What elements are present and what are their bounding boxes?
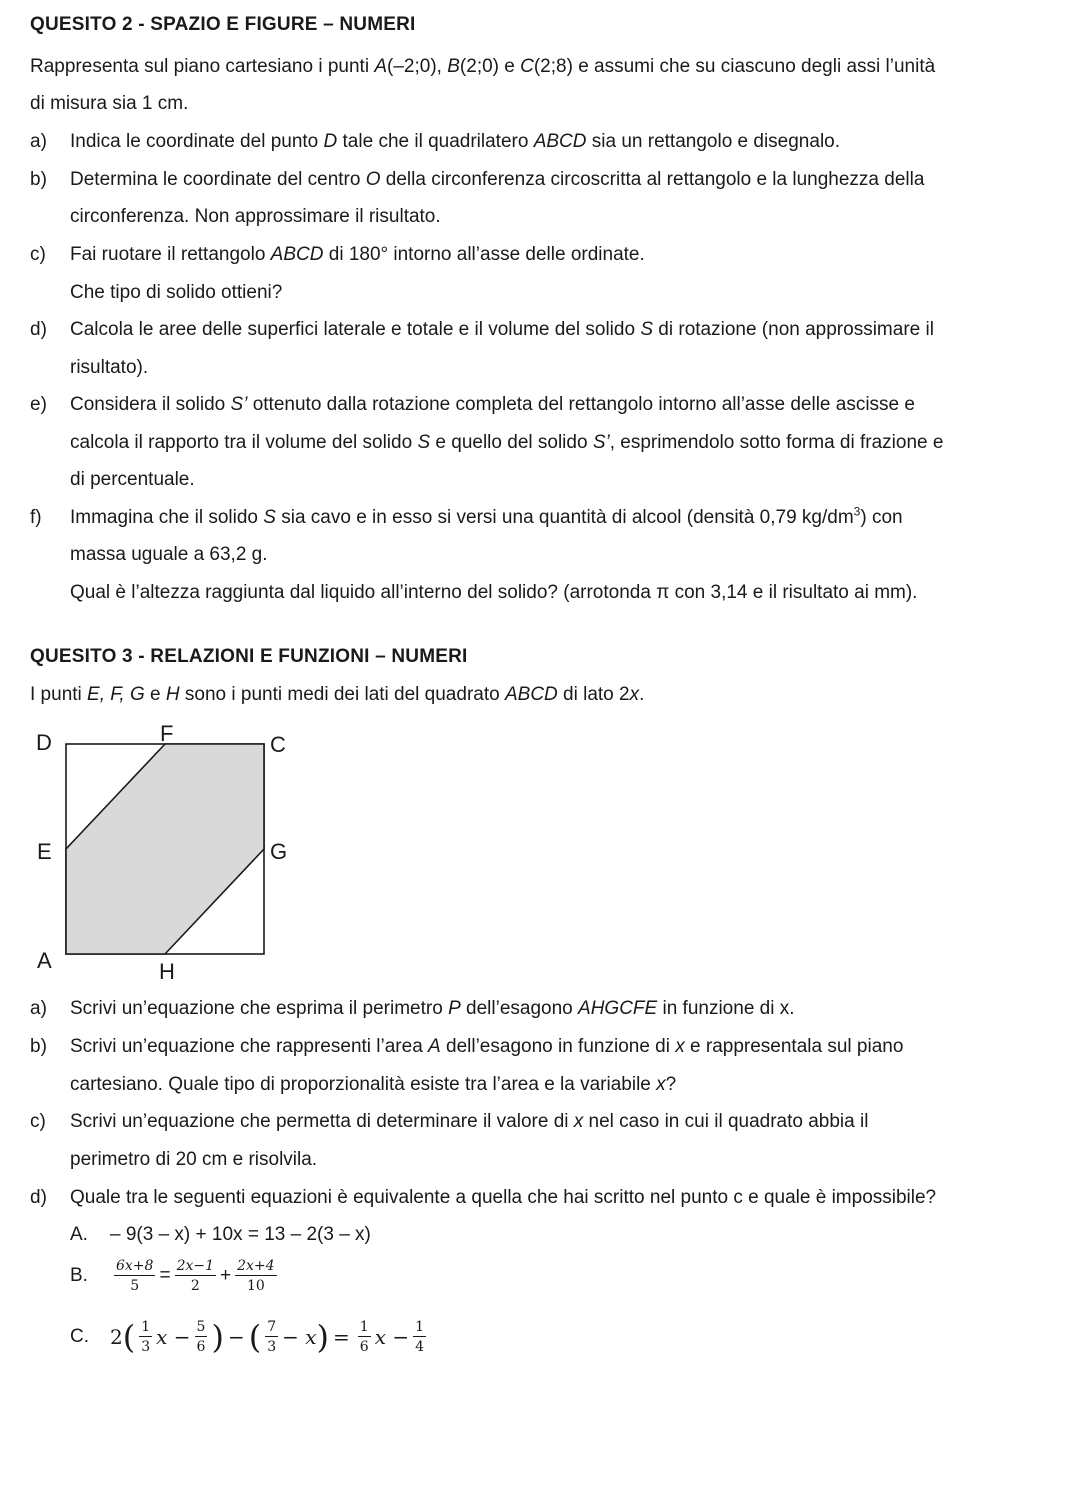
option-label: C. [70, 1326, 89, 1347]
q2-item-e [30, 394, 915, 416]
item-text: Immagina che il solido [70, 507, 264, 528]
math-term: x − [156, 1325, 191, 1349]
item-text: Scrivi un’equazione che permetta di determinare il valore di [70, 1111, 574, 1132]
q3-intro [30, 684, 644, 706]
fraction [265, 1319, 278, 1355]
item-label: a) [30, 998, 47, 1019]
square-figure [30, 722, 310, 984]
q2-item-c-line2: Che tipo di solido ottieni? [70, 282, 283, 303]
denominator: 4 [415, 1339, 425, 1355]
item-label: c) [30, 1111, 46, 1132]
item-text: della circonferenza circoscritta al rettangolo e la lunghezza della [380, 169, 925, 190]
item-label: d) [30, 319, 47, 340]
q2-item-f [30, 504, 903, 529]
denominator: 6 [359, 1339, 369, 1355]
item-text: di 180° intorno all’asse delle ordinate. [323, 244, 645, 265]
item-text: ) con [860, 507, 903, 528]
operator: + [220, 1265, 232, 1286]
item-text: Scrivi un’equazione che esprima il perimetro [70, 998, 449, 1019]
item-label: b) [30, 1036, 47, 1057]
q2-intro-line1 [30, 56, 935, 78]
fraction [358, 1319, 371, 1355]
q3-item-c [30, 1111, 868, 1133]
quad-abcd: ABCD [270, 244, 324, 265]
option-label: B. [70, 1265, 88, 1286]
item-text: di rotazione (non approssimare il [653, 319, 934, 340]
item-text: , esprimendolo sotto forma di frazione e [609, 432, 944, 453]
quad-abcd: ABCD [533, 131, 587, 152]
item-text: Fai ruotare il rettangolo [70, 244, 271, 265]
denominator: 3 [267, 1339, 277, 1355]
item-text: calcola il rapporto tra il volume del solido [70, 432, 418, 453]
item-label: f) [30, 507, 42, 528]
denominator: 5 [130, 1278, 140, 1294]
coord-b: (2;0) e [459, 56, 521, 77]
item-text: Scrivi un’equazione che rappresenti l’area [70, 1036, 429, 1057]
item-text: sia cavo e in esso si versi una quantità di alcool (densità 0,79 kg/dm [275, 507, 854, 528]
variable-x: x [629, 684, 640, 705]
option-c [70, 1318, 430, 1356]
q2-item-f-line3: Qual è l’altezza raggiunta dal liquido all’interno del solido? (arrotonda π con 3,14 e il risultato ai mm). [70, 582, 918, 603]
equation-a: – 9(3 – x) + 10x = 13 – 2(3 – x) [110, 1224, 371, 1245]
item-text: Indica le coordinate del punto [70, 131, 324, 152]
q2-title: QUESITO 2 - SPAZIO E FIGURE – NUMERI [30, 14, 416, 35]
item-text: tale che il quadrilatero [337, 131, 534, 152]
item-text: ottenuto dalla rotazione completa del rettangolo intorno all’asse delle ascisse e [247, 394, 915, 415]
math-term: x − [374, 1325, 410, 1349]
point-b: B [447, 56, 460, 77]
item-text: I punti [30, 684, 88, 705]
q3-item-c-line2: perimetro di 20 cm e risolvila. [70, 1149, 318, 1170]
numerator: 7 [267, 1319, 277, 1335]
item-text: Determina le coordinate del centro [70, 169, 366, 190]
coord-c: (2;8) e assumi che su ciascuno degli assi l’unità [533, 56, 936, 77]
item-label: c) [30, 244, 46, 265]
item-text: dell’esagono [460, 998, 579, 1019]
operator: = [159, 1265, 171, 1286]
q2-intro-text: Rappresenta sul piano cartesiano i punti [30, 56, 375, 77]
point-o: O [365, 169, 381, 190]
item-text: Considera il solido [70, 394, 231, 415]
coefficient: 2 [110, 1325, 123, 1349]
numerator: 6x+8 [116, 1258, 154, 1274]
item-label: e) [30, 394, 47, 415]
label-d: D [36, 730, 52, 755]
solid-s: S [417, 432, 431, 453]
item-text: sia un rettangolo e disegnalo. [586, 131, 841, 152]
item-text: dell’esagono in funzione di [440, 1036, 676, 1057]
q2-intro-line2: di misura sia 1 cm. [30, 93, 189, 114]
q3-item-b [30, 1036, 903, 1058]
numerator: 1 [415, 1319, 425, 1335]
operator: − [227, 1325, 245, 1349]
option-label: A. [70, 1224, 88, 1245]
q3-item-d [30, 1187, 936, 1209]
option-a [70, 1224, 371, 1246]
variable-x: x [675, 1036, 685, 1057]
paren: ( [248, 1318, 262, 1356]
points-efg: E, F, G [87, 684, 145, 705]
numerator: 5 [196, 1319, 206, 1335]
point-c: C [520, 56, 534, 77]
item-text: nel caso in cui il quadrato abbia il [583, 1111, 869, 1132]
fraction [139, 1319, 152, 1355]
option-b [70, 1258, 281, 1294]
variable-x: x [656, 1074, 666, 1095]
label-c: C [270, 732, 286, 757]
numerator: 2x−1 [176, 1258, 215, 1274]
numerator: 1 [359, 1319, 369, 1335]
hexagon-name: AHGCFE [578, 998, 658, 1019]
label-h: H [159, 959, 175, 984]
fraction [114, 1258, 155, 1294]
q3-item-a [30, 998, 795, 1020]
operator: = [333, 1325, 350, 1349]
label-f: F [160, 722, 174, 746]
label-g: G [270, 839, 288, 864]
item-label: a) [30, 131, 47, 152]
point-a: A [374, 56, 388, 77]
item-text: di lato 2 [557, 684, 630, 705]
fraction [195, 1319, 208, 1355]
paren: ) [211, 1318, 224, 1356]
q2-item-d-line2: risultato). [70, 357, 149, 378]
fraction [235, 1258, 276, 1294]
item-text: e [144, 684, 166, 705]
item-text: in funzione di x. [657, 998, 795, 1019]
label-e: E [37, 839, 52, 864]
q2-item-c [30, 244, 645, 266]
q3-item-b-line2 [70, 1074, 676, 1096]
denominator: 2 [190, 1278, 200, 1294]
denominator: 10 [246, 1278, 265, 1294]
q2-item-b-line2: circonferenza. Non approssimare il risultato. [70, 206, 441, 227]
item-text: Calcola le aree delle superfici laterale e totale e il volume del solido [70, 319, 641, 340]
label-a: A [37, 948, 52, 973]
item-text: . [639, 684, 645, 705]
point-d: D [323, 131, 338, 152]
superscript: 3 [853, 504, 861, 519]
area-a: A [428, 1036, 441, 1057]
q2-item-f-line2: massa uguale a 63,2 g. [70, 544, 268, 565]
denominator: 3 [141, 1339, 151, 1355]
paren: ) [316, 1318, 330, 1356]
item-text: e quello del solido [430, 432, 593, 453]
item-label: b) [30, 169, 47, 190]
item-label: d) [30, 1187, 47, 1208]
paren: ( [122, 1318, 136, 1356]
item-text: cartesiano. Quale tipo di proporzionalità esiste tra l’area e la variabile [70, 1074, 657, 1095]
fraction [413, 1319, 426, 1355]
q2-item-d [30, 319, 934, 341]
solid-s: S [640, 319, 654, 340]
q3-title: QUESITO 3 - RELAZIONI E FUNZIONI – NUMERI [30, 646, 468, 667]
square-abcd: ABCD [504, 684, 558, 705]
solid-s-prime: S’ [592, 432, 610, 453]
q2-item-b [30, 169, 924, 191]
coord-a: (–2;0), [387, 56, 448, 77]
solid-s: S [263, 507, 276, 528]
q2-item-e-line2 [70, 432, 943, 454]
q2-item-a [30, 131, 840, 153]
point-h: H [165, 684, 180, 705]
fraction [175, 1258, 216, 1294]
numerator: 2x+4 [237, 1258, 275, 1274]
perimeter-p: P [448, 998, 461, 1019]
item-text: Quale tra le seguenti equazioni è equivalente a quella che hai scritto nel punto c e quale è impossibile? [70, 1187, 937, 1208]
variable-x: x [573, 1111, 584, 1132]
denominator: 6 [196, 1339, 206, 1355]
item-text: sono i punti medi dei lati del quadrato [179, 684, 505, 705]
q2-item-e-line3: di percentuale. [70, 469, 195, 490]
math-term: − x [282, 1325, 317, 1349]
item-text: ? [665, 1074, 677, 1095]
solid-s-prime: S’ [230, 394, 248, 415]
numerator: 1 [141, 1319, 151, 1335]
item-text: e rappresentala sul piano [684, 1036, 904, 1057]
